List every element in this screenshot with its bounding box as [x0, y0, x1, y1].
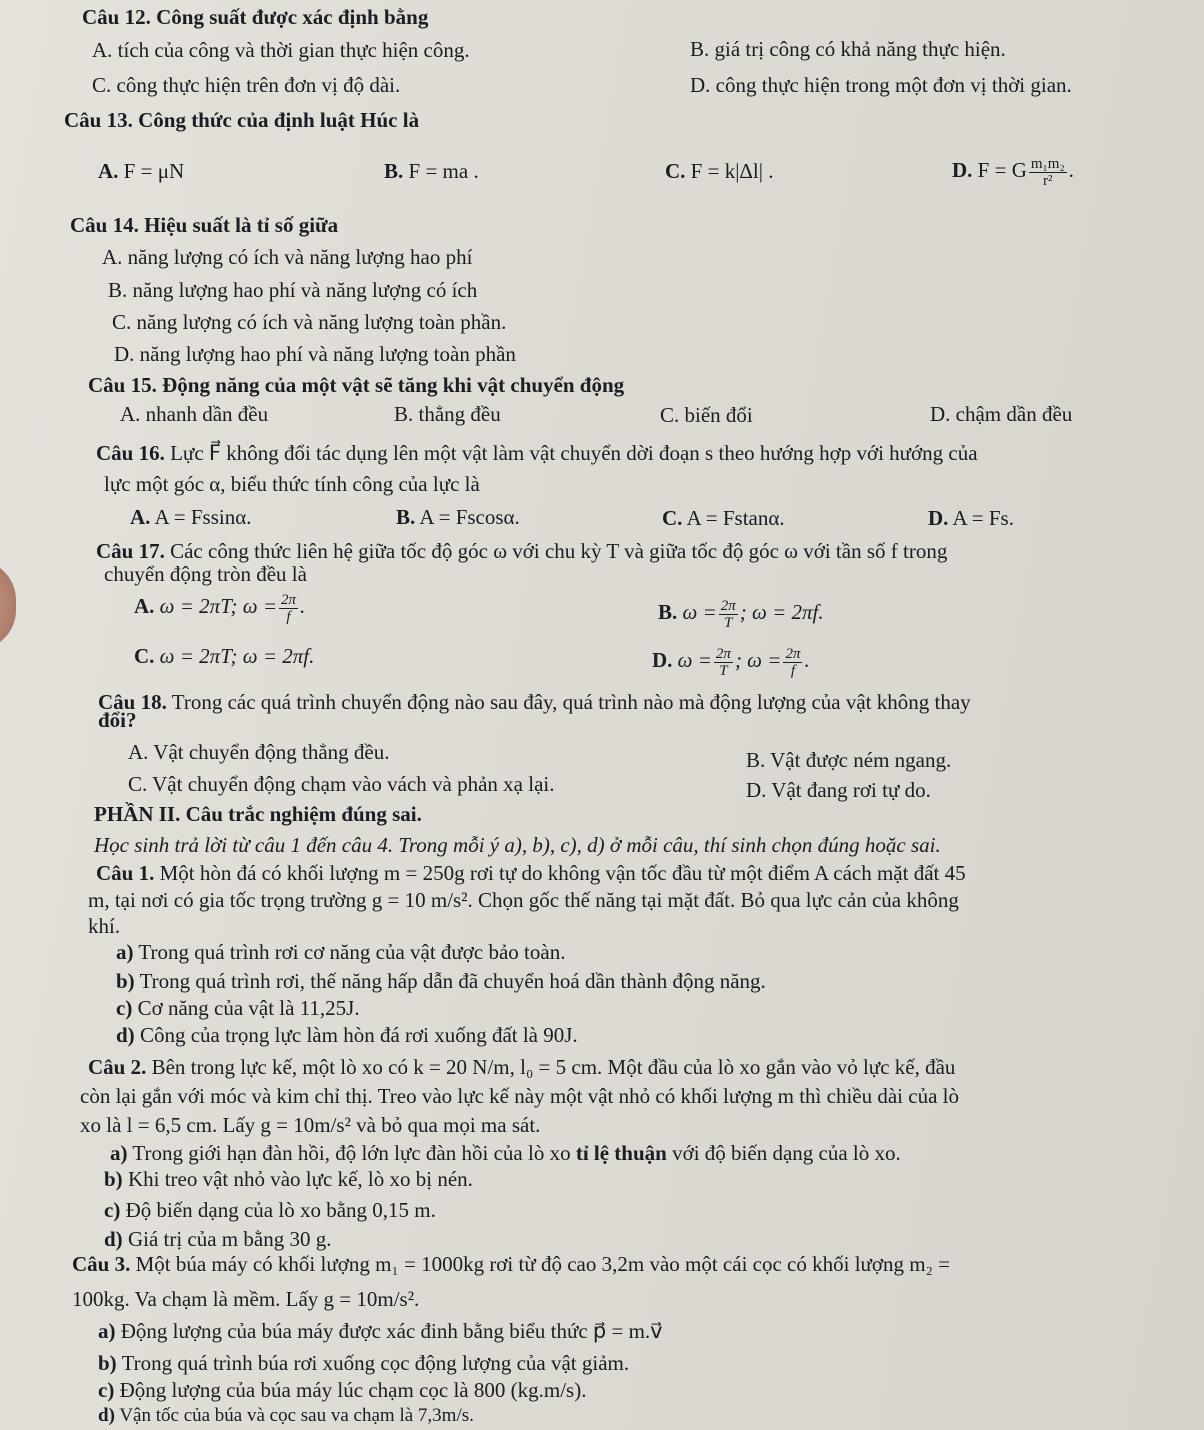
- fraction: [714, 646, 733, 679]
- option-label: A.: [98, 159, 119, 183]
- numerator: m₁m₂: [1030, 155, 1065, 172]
- q17-line-2: chuyển động tròn đều là: [104, 562, 307, 586]
- q15-option-b: B. thẳng đều: [394, 402, 501, 426]
- denominator: f: [790, 662, 796, 679]
- numerator: 2π: [281, 591, 297, 608]
- fraction: [279, 592, 298, 625]
- q15-option-c: C. biến đổi: [660, 403, 753, 427]
- question-text: Bên trong lực kế, một lò xo có k = 20 N/m, l₀ = 5 cm. Một đầu của lò xo gắn vào vỏ lực kế, đầu: [151, 1055, 956, 1079]
- numerator: 2π: [720, 597, 736, 614]
- p1-statement-b: [116, 968, 766, 994]
- q12-option-b: B. giá trị công có khả năng thực hiện.: [690, 37, 1006, 61]
- formula: F = ma .: [408, 159, 479, 183]
- formula: A = Fscosα.: [419, 505, 520, 529]
- option-label: B.: [396, 505, 416, 529]
- p3-statement-c: [98, 1377, 586, 1403]
- option-label: B.: [384, 159, 404, 183]
- statement-text: Vận tốc của búa và cọc sau va chạm là 7,3m/s.: [119, 1405, 474, 1426]
- option-label: A.: [130, 505, 151, 529]
- statement-label: d): [104, 1227, 123, 1251]
- q18-line-2: đổi?: [98, 708, 137, 732]
- option-label: D.: [928, 506, 949, 530]
- option-label: A.: [134, 594, 155, 618]
- q12-title: Câu 12. Công suất được xác định bằng: [82, 5, 429, 29]
- statement-text-end: với độ biến dạng của lò xo.: [666, 1141, 901, 1165]
- p3-statement-a: [98, 1318, 663, 1344]
- p2-statement-d: [104, 1226, 331, 1252]
- formula: A = Fstanα.: [686, 506, 785, 530]
- option-label: B.: [658, 600, 678, 624]
- q16-option-d: [928, 505, 1014, 531]
- statement-text: Giá trị của m bằng 30 g.: [127, 1227, 332, 1251]
- q14-title: Câu 14. Hiệu suất là tỉ số giữa: [70, 213, 339, 237]
- q15-title: Câu 15. Động năng của một vật sẽ tăng khi vật chuyển động: [88, 373, 625, 397]
- option-label: C.: [134, 644, 155, 668]
- q18-option-d: D. Vật đang rơi tự do.: [746, 778, 931, 802]
- q16-option-c: [662, 505, 785, 531]
- option-label: C.: [662, 506, 683, 530]
- statement-label: b): [104, 1167, 123, 1191]
- part2-title: PHẦN II. Câu trắc nghiệm đúng sai.: [94, 802, 422, 826]
- q16-line-1: [96, 440, 978, 466]
- question-number: Câu 17.: [96, 539, 165, 563]
- question-number: Câu 18.: [98, 690, 167, 714]
- q12-option-c: C. công thực hiện trên đơn vị độ dài.: [92, 73, 401, 97]
- formula: ω =: [677, 648, 712, 672]
- formula: F = k|Δl| .: [690, 159, 774, 183]
- q14-option-a: A. năng lượng có ích và năng lượng hao phí: [102, 245, 473, 269]
- formula: A = Fssinα.: [154, 505, 252, 529]
- formula: F = μN: [123, 159, 185, 183]
- fraction: [719, 598, 738, 631]
- formula: F = G: [977, 158, 1027, 182]
- q16-option-a: [130, 504, 251, 530]
- formula-end: .: [300, 594, 306, 618]
- formula-end: .: [804, 648, 810, 672]
- fraction: [1029, 156, 1067, 189]
- statement-text: Cơ năng của vật là 11,25J.: [137, 996, 360, 1020]
- q17-option-b: [658, 594, 824, 631]
- q15-option-a: A. nhanh dần đều: [120, 402, 269, 426]
- formula: ω = 2πT; ω = 2πf.: [159, 644, 315, 668]
- question-text: Lực F⃗ không đổi tác dụng lên một vật làm vật chuyển dời đoạn s theo hướng hợp với hướng của: [170, 441, 978, 465]
- q18-line-1: [98, 689, 971, 715]
- statement-emphasis: tỉ lệ thuận: [575, 1141, 667, 1165]
- p2-line-1: [88, 1054, 955, 1080]
- question-text: Trong các quá trình chuyển động nào sau đây, quá trình nào mà động lượng của vật không thay: [171, 690, 971, 714]
- denominator: T: [719, 662, 728, 679]
- statement-label: b): [116, 969, 135, 993]
- statement-label: c): [98, 1378, 115, 1402]
- q18-option-b: B. Vật được ném ngang.: [746, 748, 952, 772]
- q13-option-d: [952, 150, 1074, 190]
- p1-line-3: khí.: [88, 914, 121, 938]
- statement-text: Trong quá trình búa rơi xuống cọc động lượng của vật giảm.: [121, 1351, 630, 1375]
- statement-text: Trong quá trình rơi cơ năng của vật được bảo toàn.: [138, 940, 566, 964]
- formula-end: ; ω = 2πf.: [739, 600, 824, 624]
- q14-option-c: C. năng lượng có ích và năng lượng toàn phần.: [112, 310, 507, 334]
- question-number: Câu 1.: [96, 861, 155, 885]
- formula: ω =: [682, 600, 717, 624]
- q17-option-d: [652, 642, 810, 679]
- question-text: Các công thức liên hệ giữa tốc độ góc ω với chu kỳ T và giữa tốc độ góc ω với tần số f trong: [170, 539, 948, 563]
- p3-statement-b: [98, 1350, 629, 1376]
- denominator: T: [724, 614, 733, 631]
- denominator: f: [286, 608, 291, 625]
- statement-label: d): [98, 1405, 115, 1426]
- thumb-shadow: [0, 560, 16, 650]
- formula-end: .: [1068, 158, 1074, 182]
- q13-option-b: [384, 158, 479, 184]
- p1-line-2: m, tại nơi có gia tốc trọng trường g = 10 m/s². Chọn gốc thế năng tại mặt đất. Bỏ qua lực cản của không: [88, 888, 959, 912]
- part2-instructions: Học sinh trả lời từ câu 1 đến câu 4. Trong mỗi ý a), b), c), d) ở mỗi câu, thí sinh chọn đúng hoặc sai.: [94, 833, 941, 857]
- q17-option-c: [134, 643, 314, 669]
- option-label: C.: [665, 159, 686, 183]
- statement-text: Trong quá trình rơi, thế năng hấp dẫn đã chuyển hoá dần thành động năng.: [139, 969, 766, 993]
- statement-text: Công của trọng lực làm hòn đá rơi xuống đất là 90J.: [139, 1023, 578, 1047]
- q13-option-a: [98, 158, 184, 184]
- p2-statement-b: [104, 1166, 473, 1192]
- q16-option-b: [396, 504, 520, 530]
- numerator: 2π: [715, 645, 731, 662]
- formula: ω = 2πT; ω =: [159, 594, 277, 618]
- denominator: r²: [1043, 172, 1053, 189]
- q18-option-a: A. Vật chuyển động thẳng đều.: [128, 740, 390, 764]
- q14-option-b: B. năng lượng hao phí và năng lượng có ích: [108, 278, 478, 302]
- q13-title: Câu 13. Công thức của định luật Húc là: [64, 108, 420, 132]
- p1-statement-c: [116, 995, 360, 1021]
- statement-text: Động lượng của búa máy được xác đinh bằng biểu thức p⃗ = m.v⃗: [120, 1319, 663, 1343]
- statement-label: a): [116, 940, 134, 964]
- question-number: Câu 16.: [96, 441, 165, 465]
- option-label: D.: [952, 158, 973, 182]
- question-number: Câu 2.: [88, 1055, 147, 1079]
- statement-text: Trong giới hạn đàn hồi, độ lớn lực đàn hồi của lò xo: [132, 1141, 576, 1165]
- statement-label: c): [116, 996, 133, 1020]
- statement-label: a): [110, 1141, 128, 1165]
- p2-line-3: xo là l = 6,5 cm. Lấy g = 10m/s² và bỏ qua mọi ma sát.: [80, 1113, 541, 1137]
- question-text: Một búa máy có khối lượng m₁ = 1000kg rơi từ độ cao 3,2m vào một cái cọc có khối lượng m₂ =: [135, 1252, 951, 1276]
- formula: A = Fs.: [952, 506, 1014, 530]
- q13-option-c: [665, 158, 773, 184]
- statement-label: c): [104, 1198, 121, 1222]
- p3-line-2: 100kg. Va chạm là mềm. Lấy g = 10m/s².: [72, 1287, 420, 1311]
- question-text: Một hòn đá có khối lượng m = 250g rơi tự do không vận tốc đầu từ một điểm A cách mặt đất 45: [159, 861, 966, 885]
- question-number: Câu 3.: [72, 1252, 131, 1276]
- p3-line-1: [72, 1251, 950, 1277]
- p1-statement-d: [116, 1022, 578, 1048]
- q16-line-2: lực một góc α, biểu thức tính công của lực là: [104, 472, 480, 496]
- statement-text: Động lượng của búa máy lúc chạm cọc là 800 (kg.m/s).: [119, 1378, 587, 1402]
- p1-line-1: [96, 860, 966, 886]
- formula-mid: ; ω =: [734, 648, 782, 672]
- statement-text: Độ biến dạng của lò xo bằng 0,15 m.: [125, 1198, 436, 1222]
- q14-option-d: D. năng lượng hao phí và năng lượng toàn phần: [114, 342, 516, 366]
- q18-option-c: C. Vật chuyển động chạm vào vách và phản xạ lại.: [128, 772, 555, 796]
- statement-label: b): [98, 1351, 117, 1375]
- q17-option-a: [134, 588, 305, 625]
- fraction: [783, 646, 802, 679]
- p2-statement-c: [104, 1197, 436, 1223]
- statement-label: a): [98, 1319, 116, 1343]
- q12-option-d: D. công thực hiện trong một đơn vị thời gian.: [690, 73, 1072, 97]
- p2-statement-a: [110, 1140, 901, 1166]
- numerator: 2π: [785, 645, 801, 662]
- p3-statement-d: [98, 1403, 474, 1429]
- statement-label: d): [116, 1023, 135, 1047]
- option-label: D.: [652, 648, 673, 672]
- q12-option-a: A. tích của công và thời gian thực hiện công.: [92, 38, 470, 62]
- p1-statement-a: [116, 939, 565, 965]
- q15-option-d: D. chậm dần đều: [930, 402, 1073, 426]
- statement-text: Khi treo vật nhỏ vào lực kế, lò xo bị nén.: [127, 1167, 473, 1191]
- p2-line-2: còn lại gắn với móc và kim chỉ thị. Treo vào lực kế này một vật nhỏ có khối lượng m thì chiều dài của lò: [80, 1084, 959, 1108]
